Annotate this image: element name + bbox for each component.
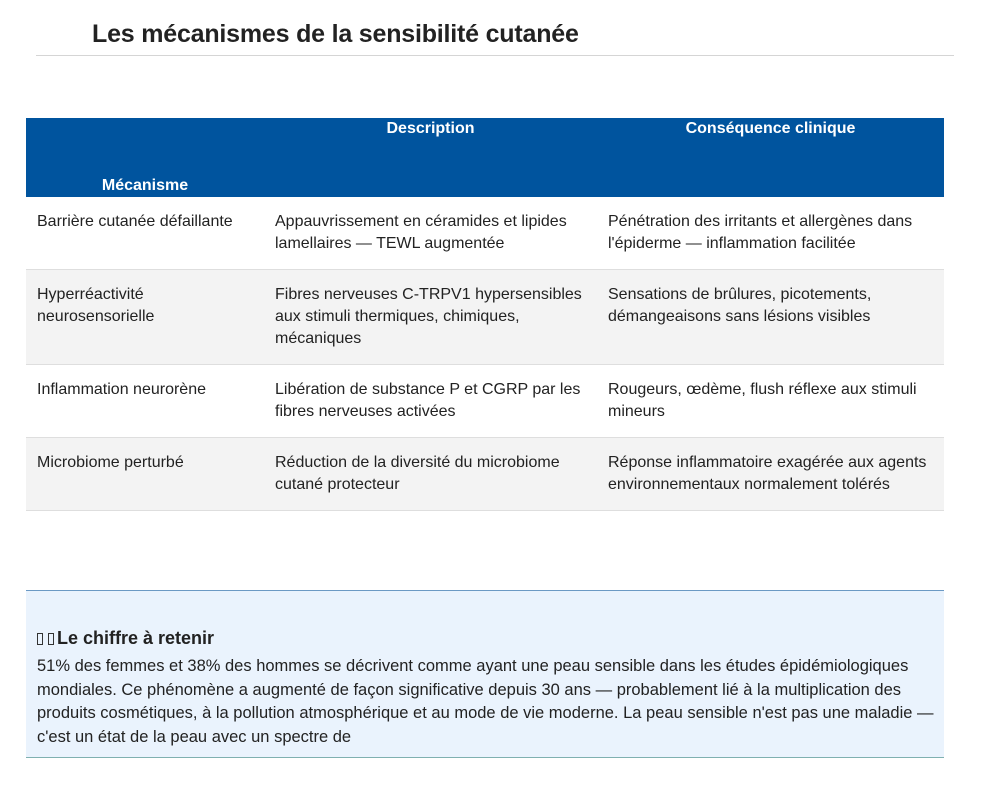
cell-mechanism: Inflammation neurorène xyxy=(26,365,264,438)
cell-mechanism: Microbiome perturbé xyxy=(26,438,264,511)
header-description: Description xyxy=(386,120,475,137)
cell-consequence: Pénétration des irritants et allergènes dans l'épiderme — inflammation facilitée xyxy=(597,197,944,270)
key-figure-callout xyxy=(26,590,944,758)
page-title: Les mécanismes de la sensibilité cutanée xyxy=(92,20,579,48)
title-divider xyxy=(36,55,954,56)
cell-description: Appauvrissement en céramides et lipides lamellaires — TEWL augmentée xyxy=(264,197,597,270)
table-row xyxy=(26,270,944,365)
cell-description: Fibres nerveuses C-TRPV1 hypersensibles aux stimuli thermiques, chimiques, mécaniques xyxy=(264,270,597,365)
cell-consequence: Sensations de brûlures, picotements, démangeaisons sans lésions visibles xyxy=(597,270,944,365)
table-header-row xyxy=(26,118,944,197)
header-mechanism: Mécanisme xyxy=(101,177,189,194)
cell-mechanism: Hyperréactivité neurosensorielle xyxy=(26,270,264,365)
mechanisms-table xyxy=(26,118,944,511)
table-row xyxy=(26,365,944,438)
callout-body: 51% des femmes et 38% des hommes se décrivent comme ayant une peau sensible dans les études épidémiologiques mondiales. Ce phénomène a augmenté de façon significative depuis 30 ans — probablement lié à la multiplication des produits cosmétiques, à la pollution atmosphérique et au mode de vie moderne. La peau sensible n'est pas une maladie — c'est un état de la peau avec un spectre de xyxy=(37,657,934,746)
cell-description: Libération de substance P et CGRP par les fibres nerveuses activées xyxy=(264,365,597,438)
cell-mechanism: Barrière cutanée défaillante xyxy=(26,197,264,270)
callout-heading-text: Le chiffre à retenir xyxy=(57,628,215,648)
table-row xyxy=(26,197,944,270)
cell-consequence: Rougeurs, œdème, flush réflexe aux stimuli mineurs xyxy=(597,365,944,438)
missing-glyph-icon xyxy=(37,633,43,645)
cell-consequence: Réponse inflammatoire exagérée aux agents environnementaux normalement tolérés xyxy=(597,438,944,511)
table-row xyxy=(26,438,944,511)
cell-description: Réduction de la diversité du microbiome cutané protecteur xyxy=(264,438,597,511)
header-consequence: Conséquence clinique xyxy=(685,120,856,137)
missing-glyph-icon xyxy=(48,633,54,645)
callout-heading xyxy=(37,628,214,649)
